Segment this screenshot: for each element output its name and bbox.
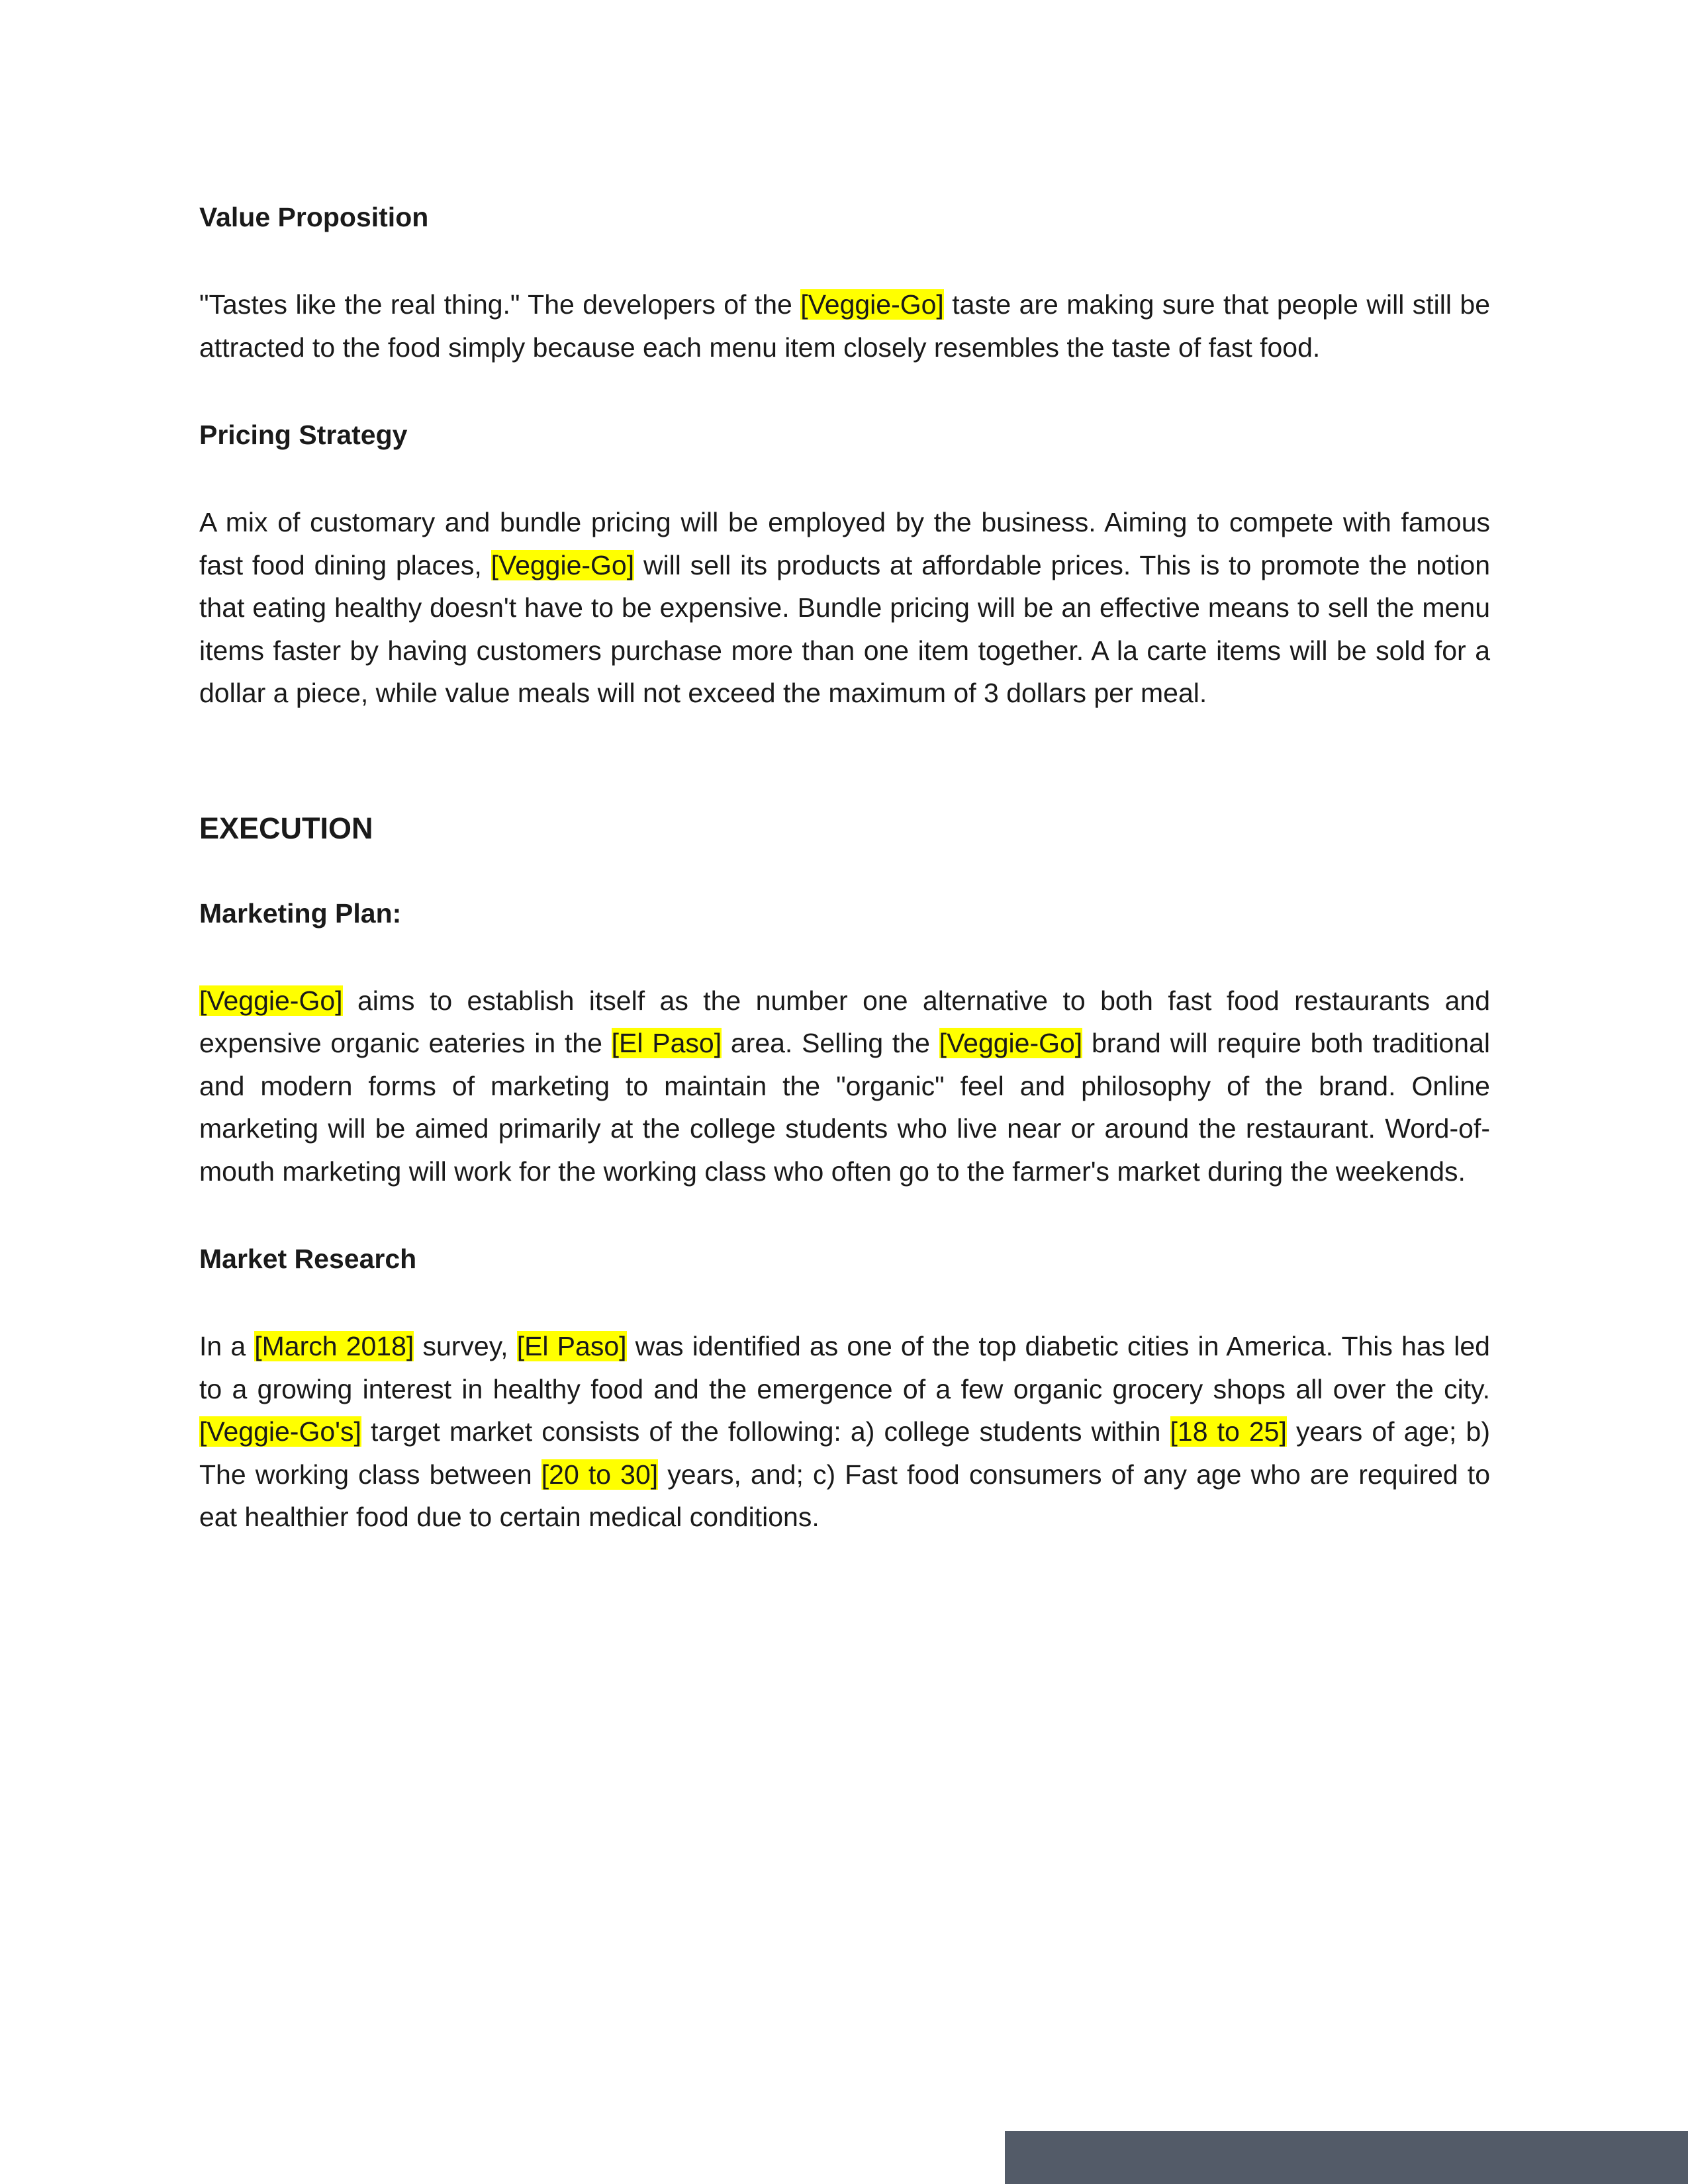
footer-bar — [1005, 2131, 1688, 2184]
text-run: years, and; c) Fast food consumers of any age who are required to eat healthier food due to certain medical conditions. — [199, 1459, 1490, 1532]
highlighted-placeholder: [March 2018] — [254, 1331, 414, 1361]
text-run: taste are making sure that people will still be attracted to the food simply because each menu item closely resembles the taste of fast food. — [199, 289, 1490, 363]
heading-marketing-plan: Marketing Plan: — [199, 897, 402, 929]
text-run: target market consists of the following: a) college students within — [361, 1416, 1170, 1447]
heading-market-research: Market Research — [199, 1244, 417, 1274]
paragraph-value-proposition — [199, 283, 1490, 369]
text-run: survey, — [414, 1331, 517, 1361]
highlighted-placeholder: [El Paso] — [611, 1028, 722, 1058]
highlighted-placeholder: [Veggie-Go] — [800, 289, 944, 320]
heading-value-proposition: Value Proposition — [199, 202, 429, 232]
highlighted-placeholder: [Veggie-Go's] — [199, 1416, 361, 1447]
text-run: aims to establish itself as the number one alternative to both fast food restaurants and expensive organic eateries in the — [199, 985, 1490, 1058]
text-run: "Tastes like the real thing." The developers of the — [199, 289, 801, 320]
paragraph-pricing-strategy — [199, 501, 1490, 715]
paragraph-market-research — [199, 1325, 1490, 1539]
text-run: In a — [199, 1331, 255, 1361]
document-page — [199, 199, 1490, 1539]
text-run: brand will require both traditional and modern forms of marketing to maintain the "organic" feel and philosophy of the brand. Online marketing will be aimed primarily at the college students who live near or around the restaurant. Word-of-mouth marketing will work for the working class who often go to the farmer's market during the weekends. — [199, 1028, 1490, 1187]
text-run: years of age; b) The working class between — [199, 1416, 1490, 1490]
highlighted-placeholder: [El Paso] — [516, 1331, 627, 1361]
text-run: will sell its products at affordable prices. This is to promote the notion that eating healthy doesn't have to be expensive. Bundle pricing will be an effective means to sell the menu items faster by having customers purchase more than one item together. A la carte items will be sold for a dollar a piece, while value meals will not exceed the maximum of 3 dollars per meal. — [199, 549, 1490, 708]
text-run: area. Selling the — [722, 1028, 939, 1058]
highlighted-placeholder: [Veggie-Go] — [491, 549, 635, 580]
text-run: was identified as one of the top diabetic cities in America. This has led to a growing interest in healthy food and the emergence of a few organic grocery shops all over the city. — [199, 1331, 1490, 1404]
highlighted-placeholder: [Veggie-Go] — [199, 985, 343, 1016]
heading-pricing-strategy: Pricing Strategy — [199, 420, 408, 450]
highlighted-placeholder: [18 to 25] — [1170, 1416, 1287, 1447]
highlighted-placeholder: [Veggie-Go] — [939, 1028, 1083, 1058]
text-run: A mix of customary and bundle pricing will be employed by the business. Aiming to compete with famous fast food dining places, — [199, 507, 1490, 580]
highlighted-placeholder: [20 to 30] — [541, 1459, 659, 1490]
heading-execution: EXECUTION — [199, 811, 373, 845]
paragraph-marketing-plan — [199, 979, 1490, 1193]
